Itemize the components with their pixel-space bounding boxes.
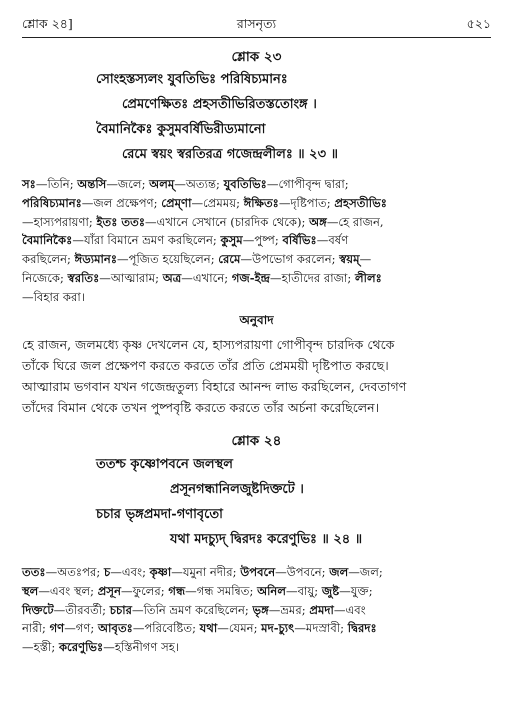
synonym-meaning: —গোপীবৃন্দ দ্বারা; bbox=[266, 177, 349, 191]
synonym-term: ঈড্যমানঃ bbox=[74, 252, 118, 267]
synonym-meaning: নারী; bbox=[22, 621, 50, 636]
synonym-meaning: —অতঃপর; bbox=[45, 565, 104, 579]
synonym-meaning: —এখানে সেখানে (চারদিক থেকে); bbox=[145, 214, 310, 229]
verse-24-line: চচার ভৃঙ্গপ্রমদা-গণাবৃতো bbox=[96, 507, 223, 522]
translation-line: তাঁকে ঘিরে জল প্রক্ষেপণ করতে করতে তাঁর প্রতি প্রেমময়ী দৃষ্টিপাত করছে। bbox=[22, 358, 389, 373]
synonym-meaning: —গণ; bbox=[64, 621, 98, 636]
synonym-term: গন্ধ bbox=[168, 583, 186, 598]
synonym-term: ইতঃ ততঃ bbox=[96, 214, 146, 229]
header-chapter-title: রাসনৃত্য bbox=[236, 16, 277, 31]
synonym-line bbox=[22, 619, 491, 638]
synonym-meaning: —হাস্যপরায়ণা; bbox=[22, 214, 97, 229]
synonym-meaning: —মদস্রাবী; bbox=[294, 621, 348, 636]
synonym-line bbox=[22, 194, 491, 213]
verse-24-title: শ্লোক ২৪ bbox=[231, 433, 282, 449]
synonym-meaning: —তীরবর্তী; bbox=[53, 602, 110, 617]
synonym-term: ততঃ bbox=[22, 565, 46, 579]
synonym-meaning: —বায়ু; bbox=[285, 583, 322, 598]
synonym-term: প্রমদা bbox=[309, 602, 334, 617]
synonym-line bbox=[22, 638, 491, 657]
synonym-term: জল bbox=[329, 565, 349, 579]
synonym-meaning: —জল; bbox=[348, 565, 383, 579]
synonym-term: গণ bbox=[49, 621, 65, 636]
synonym-meaning: —ভ্রমর; bbox=[268, 602, 310, 617]
synonym-meaning: —এবং bbox=[333, 602, 366, 617]
synonym-term: ঈক্ষিতঃ bbox=[243, 195, 279, 210]
synonym-meaning: —বর্ষণ bbox=[316, 233, 349, 248]
translation-line: তাঁদের বিমান থেকে তখন পুষ্পবৃষ্টি করতে করতে তাঁর অর্চনা করেছিলেন। bbox=[22, 400, 380, 415]
translation-line: আত্মারাম ভগবান যখন গজেন্দ্রতুল্য বিহারে আনন্দ লাভ করছিলেন, দেবতাগণ bbox=[22, 379, 407, 394]
synonym-meaning: —অত্যন্ত; bbox=[174, 177, 224, 191]
verse-23-line: রেমে স্বয়ং স্বরতিরত্র গজেন্দ্রলীলঃ ॥ ২৩ ॥ bbox=[122, 147, 338, 162]
synonym-term: জুষ্ট bbox=[321, 583, 340, 598]
header-page-number: ৫২১ bbox=[466, 16, 491, 31]
synonym-term: দ্বিরদঃ bbox=[347, 621, 377, 636]
synonym-term: করেণুভিঃ bbox=[58, 640, 104, 655]
synonym-meaning: —এবং স্থল; bbox=[38, 583, 98, 598]
synonym-meaning: —উপভোগ করলেন; bbox=[240, 252, 340, 267]
synonym-meaning: —যাঁরা বিমানে ভ্রমণ করছিলেন; bbox=[72, 233, 221, 248]
synonym-line bbox=[22, 269, 491, 288]
synonym-meaning: —জলে; bbox=[106, 177, 150, 191]
synonym-term: লীলঃ bbox=[354, 270, 382, 285]
synonym-line bbox=[22, 601, 491, 620]
synonym-meaning: —হস্তিনীগণ সহ। bbox=[103, 640, 179, 655]
synonym-term: রেমে bbox=[218, 252, 241, 267]
verse-23-line: বৈমানিকৈঃ কুসুমবর্ষিভিরীড্যমানো bbox=[96, 122, 266, 137]
synonym-term: যথা bbox=[199, 621, 218, 636]
translation-text bbox=[22, 334, 491, 418]
synonym-meaning: নিজেকে; bbox=[22, 270, 68, 285]
synonym-line bbox=[22, 582, 491, 601]
verse-23-line: প্রেমণেক্ষিতঃ প্রহসতীভিরিতস্ততোংঙ্গ । bbox=[122, 97, 317, 112]
verse-24-line: প্রসূনগন্ধানিলজুষ্টদিক্তটে । bbox=[170, 482, 304, 497]
synonym-meaning: করছিলেন; bbox=[22, 252, 75, 267]
synonym-term: অন্তসি bbox=[77, 177, 107, 191]
synonym-meaning: —পুষ্প; bbox=[242, 233, 283, 248]
synonym-line bbox=[22, 231, 491, 250]
synonym-meaning: —হাতীদের রাজা; bbox=[270, 270, 355, 285]
synonym-meaning: —দৃষ্টিপাত; bbox=[278, 195, 335, 210]
synonym-meaning: —আত্মারাম; bbox=[99, 270, 163, 285]
synonym-meaning: —বিহার করা। bbox=[22, 289, 85, 304]
synonym-line bbox=[22, 563, 491, 582]
synonym-meaning: —এখানে; bbox=[181, 270, 232, 285]
header-rule bbox=[22, 37, 491, 38]
synonym-term: প্রসূন bbox=[97, 583, 122, 598]
verse-24-synonyms bbox=[22, 563, 491, 657]
synonym-meaning: —হস্তী; bbox=[22, 640, 59, 655]
synonym-meaning: —হে রাজন, bbox=[326, 214, 384, 229]
synonym-term: প্রেম্ণা bbox=[161, 195, 192, 210]
synonym-meaning: —যেমন; bbox=[217, 621, 262, 636]
verse-24-line: যথা মদচ্যুদ্ দ্বিরদঃ করেণুভিঃ ॥ ২৪ ॥ bbox=[170, 532, 363, 547]
page-header bbox=[22, 16, 491, 34]
synonym-term: বৈমানিকৈঃ bbox=[22, 233, 73, 248]
synonym-term: ভৃঙ্গ bbox=[252, 602, 269, 617]
header-verse-ref: শ্লোক ২৪] bbox=[22, 16, 73, 31]
synonym-term: চ bbox=[103, 565, 111, 579]
synonym-term: কৃষ্ণা bbox=[149, 565, 172, 579]
synonym-term: অঙ্গ bbox=[309, 214, 327, 229]
synonym-meaning: —পরিবেষ্টিত; bbox=[132, 621, 200, 636]
synonym-meaning: —তিনি ভ্রমণ করেছিলেন; bbox=[131, 602, 253, 617]
synonym-meaning: —গন্ধ সমন্বিত; bbox=[185, 583, 258, 598]
synonym-meaning: —যমুনা নদীর; bbox=[171, 565, 241, 579]
synonym-term: অত্র bbox=[162, 270, 182, 285]
synonym-term: কুসুম bbox=[220, 233, 243, 248]
synonym-meaning: —জল প্রক্ষেপণ; bbox=[81, 195, 162, 210]
synonym-term: উপবনে bbox=[240, 565, 276, 579]
synonym-term: আবৃতঃ bbox=[97, 621, 133, 636]
synonym-term: সঃ bbox=[22, 177, 36, 191]
translation-heading: অনুবাদ bbox=[239, 313, 274, 327]
synonym-term: চচার bbox=[109, 602, 132, 617]
synonym-term: স্থল bbox=[22, 583, 39, 598]
synonym-term: স্বয়ম্ bbox=[339, 252, 360, 267]
synonym-line bbox=[22, 288, 491, 307]
synonym-meaning: —ফুলের; bbox=[121, 583, 169, 598]
verse-23-synonyms bbox=[22, 175, 491, 307]
synonym-term: অনিল bbox=[257, 583, 286, 598]
synonym-meaning: —এবং; bbox=[110, 565, 150, 579]
synonym-meaning: —প্রেমময়; bbox=[191, 195, 244, 210]
synonym-meaning: —যুক্ত; bbox=[339, 583, 373, 598]
synonym-term: বর্ষিভিঃ bbox=[282, 233, 317, 248]
synonym-meaning: —পূজিত হয়েছিলেন; bbox=[117, 252, 219, 267]
translation-line: হে রাজন, জলমধ্যে কৃষ্ণ দেখলেন যে, হাস্যপরায়ণা গোপীবৃন্দ চারদিক থেকে bbox=[22, 337, 395, 352]
verse-23-title: শ্লোক ২৩ bbox=[231, 49, 282, 65]
synonym-term: গজ-ইন্দ্র bbox=[231, 270, 271, 285]
synonym-term: অলম্ bbox=[149, 177, 175, 191]
synonym-line bbox=[22, 175, 491, 194]
synonym-meaning: —তিনি; bbox=[35, 177, 78, 191]
synonym-term: দিক্তটে bbox=[22, 602, 54, 617]
synonym-term: যুবতিভিঃ bbox=[223, 177, 267, 191]
synonym-line bbox=[22, 250, 491, 269]
synonym-term: মদ-চ্যুৎ bbox=[261, 621, 295, 636]
synonym-line bbox=[22, 213, 491, 232]
synonym-term: পরিষিচ্যমানঃ bbox=[22, 195, 82, 210]
synonym-meaning: — bbox=[359, 252, 372, 267]
verse-23-line: সোংহস্তস্যলং যুবতিভিঃ পরিষিচ্যমানঃ bbox=[96, 72, 288, 87]
synonym-meaning: —উপবনে; bbox=[275, 565, 330, 579]
synonym-term: প্রহসতীভিঃ bbox=[334, 195, 387, 210]
verse-24-line: ততশ্চ কৃষ্ণোপবনে জলস্থল bbox=[96, 457, 233, 472]
synonym-term: স্বরতিঃ bbox=[67, 270, 100, 285]
